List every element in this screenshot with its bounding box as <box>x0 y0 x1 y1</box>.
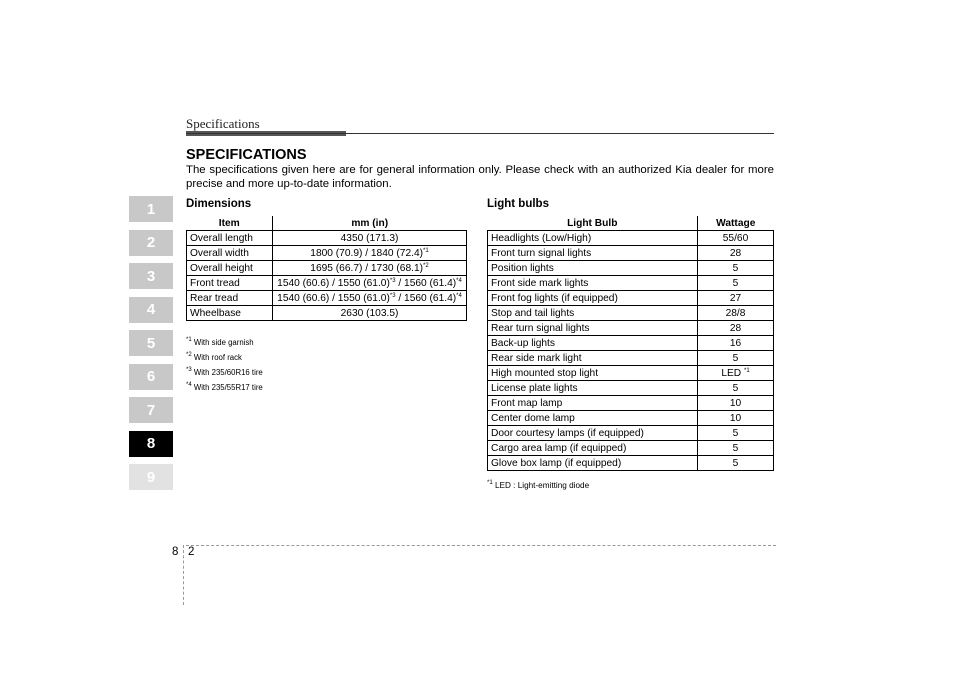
bulb-name: Front map lamp <box>488 396 698 411</box>
dim-value: 1695 (66.7) / 1730 (68.1) <box>310 262 424 274</box>
dim-item: Rear tread <box>187 291 273 306</box>
dim-value: 2630 (103.5) <box>273 306 467 321</box>
bulb-name: Back-up lights <box>488 336 698 351</box>
table-row <box>488 321 774 336</box>
dim-item: Front tread <box>187 276 273 291</box>
chapter-tab-7[interactable]: 7 <box>129 397 173 423</box>
bulb-wattage: 5 <box>698 276 774 291</box>
chapter-tab-9[interactable]: 9 <box>129 464 173 490</box>
table-row <box>488 456 774 471</box>
table-row <box>488 261 774 276</box>
bulb-wattage: 16 <box>698 336 774 351</box>
chapter-tab-5[interactable]: 5 <box>129 330 173 356</box>
table-row <box>488 366 774 381</box>
dim-value: / 1560 (61.4) <box>395 292 457 304</box>
table-row <box>187 291 467 306</box>
footnote-mark: *1 <box>487 480 493 486</box>
bulb-wattage: 27 <box>698 291 774 306</box>
footnote-ref: *2 <box>423 262 429 269</box>
header-rule <box>186 133 774 134</box>
footnote-ref: *4 <box>456 292 462 299</box>
bulb-name: License plate lights <box>488 381 698 396</box>
light-bulbs-heading: Light bulbs <box>487 198 549 210</box>
table-row <box>488 396 774 411</box>
bulb-name: Front fog lights (if equipped) <box>488 291 698 306</box>
chapter-tab-4[interactable]: 4 <box>129 297 173 323</box>
chapter-tab-2[interactable]: 2 <box>129 230 173 256</box>
footnote <box>186 379 263 394</box>
bulb-wattage: 5 <box>698 441 774 456</box>
bulb-wattage: 5 <box>698 351 774 366</box>
bulb-name: Cargo area lamp (if equipped) <box>488 441 698 456</box>
footnote-ref: *3 <box>389 277 396 284</box>
bulb-wattage: 5 <box>698 261 774 276</box>
dim-value: 4350 (171.3) <box>273 231 467 246</box>
dimensions-heading: Dimensions <box>186 198 252 210</box>
chapter-tab-3[interactable]: 3 <box>129 263 173 289</box>
bulb-wattage: 10 <box>698 411 774 426</box>
dim-value: 1540 (60.6) / 1550 (61.0) <box>277 292 390 304</box>
table-row <box>488 231 774 246</box>
dim-col-item: Item <box>187 216 273 231</box>
footnote-text: With 235/60R16 tire <box>193 368 263 377</box>
bulb-name: Front side mark lights <box>488 276 698 291</box>
bulb-col-wattage: Wattage <box>698 216 774 231</box>
dimensions-footnotes <box>186 334 263 394</box>
dim-item: Overall length <box>187 231 273 246</box>
light-bulbs-table <box>487 216 774 471</box>
bulb-wattage: 28 <box>698 321 774 336</box>
footnote-ref: *4 <box>456 277 462 284</box>
table-row <box>187 246 467 261</box>
table-row <box>488 351 774 366</box>
bulb-name: Glove box lamp (if equipped) <box>488 456 698 471</box>
footnote <box>186 364 263 379</box>
page-title: SPECIFICATIONS <box>186 147 307 163</box>
table-row <box>187 276 467 291</box>
table-row <box>488 336 774 351</box>
footer-divider <box>183 545 184 605</box>
footnote-text: With side garnish <box>193 338 254 347</box>
bulb-name: Rear side mark light <box>488 351 698 366</box>
footnote-mark: *4 <box>186 382 192 388</box>
bulb-wattage: 28 <box>698 246 774 261</box>
chapter-tab-8[interactable]: 8 <box>129 431 173 457</box>
table-row <box>187 261 467 276</box>
bulb-wattage: 5 <box>698 426 774 441</box>
table-row <box>488 426 774 441</box>
footnote-mark: *2 <box>186 352 192 358</box>
bulb-wattage: 5 <box>698 456 774 471</box>
intro-text: The specifications given here are for general information only. Please check with an authorized Kia dealer for more precise and more up-to-date information. <box>186 164 774 190</box>
dim-col-mm: mm (in) <box>273 216 467 231</box>
table-row <box>488 381 774 396</box>
dim-value-cell <box>273 291 467 306</box>
footnote-text: With roof rack <box>193 353 242 362</box>
dim-value: 1800 (70.9) / 1840 (72.4) <box>310 247 424 259</box>
table-row <box>488 411 774 426</box>
dim-item: Overall height <box>187 261 273 276</box>
footnote-ref: *1 <box>423 247 429 254</box>
dim-value: 1540 (60.6) / 1550 (61.0) <box>277 277 390 289</box>
footnote <box>186 334 263 349</box>
page-chapter: 8 <box>172 546 179 558</box>
table-row <box>187 231 467 246</box>
dim-value: / 1560 (61.4) <box>395 277 457 289</box>
table-row <box>488 306 774 321</box>
footnote-text: With 235/55R17 tire <box>193 383 263 392</box>
bulb-name: Position lights <box>488 261 698 276</box>
bulb-name: Door courtesy lamps (if equipped) <box>488 426 698 441</box>
bulb-name: High mounted stop light <box>488 366 698 381</box>
dim-item: Overall width <box>187 246 273 261</box>
footnote-ref: *3 <box>389 292 396 299</box>
bulb-wattage: 55/60 <box>698 231 774 246</box>
bulb-col-name: Light Bulb <box>488 216 698 231</box>
table-row <box>187 306 467 321</box>
dimensions-table <box>186 216 467 321</box>
footer-rule <box>186 545 776 546</box>
bulb-wattage: LED <box>721 367 742 379</box>
table-row <box>488 276 774 291</box>
table-row <box>488 441 774 456</box>
bulb-wattage: 28/8 <box>698 306 774 321</box>
footnote-ref: *1 <box>744 367 750 374</box>
table-row <box>488 246 774 261</box>
bulb-name: Rear turn signal lights <box>488 321 698 336</box>
chapter-tab-6[interactable]: 6 <box>129 364 173 390</box>
dim-value-cell <box>273 261 467 276</box>
page-number: 2 <box>188 546 195 558</box>
section-header: Specifications <box>186 116 260 131</box>
footnote-text: LED : Light-emitting diode <box>494 481 590 490</box>
bulb-wattage: 5 <box>698 381 774 396</box>
chapter-tabs <box>129 196 173 498</box>
light-bulbs-footnote <box>487 477 589 492</box>
footnote-mark: *3 <box>186 367 192 373</box>
dim-item: Wheelbase <box>187 306 273 321</box>
bulb-name: Headlights (Low/High) <box>488 231 698 246</box>
chapter-tab-1[interactable]: 1 <box>129 196 173 222</box>
dim-value-cell <box>273 246 467 261</box>
bulb-name: Front turn signal lights <box>488 246 698 261</box>
bulb-name: Stop and tail lights <box>488 306 698 321</box>
bulb-name: Center dome lamp <box>488 411 698 426</box>
bulb-wattage: 10 <box>698 396 774 411</box>
table-row <box>488 291 774 306</box>
dim-value-cell <box>273 276 467 291</box>
footnote <box>186 349 263 364</box>
bulb-wattage-cell <box>698 366 774 381</box>
footnote-mark: *1 <box>186 337 192 343</box>
